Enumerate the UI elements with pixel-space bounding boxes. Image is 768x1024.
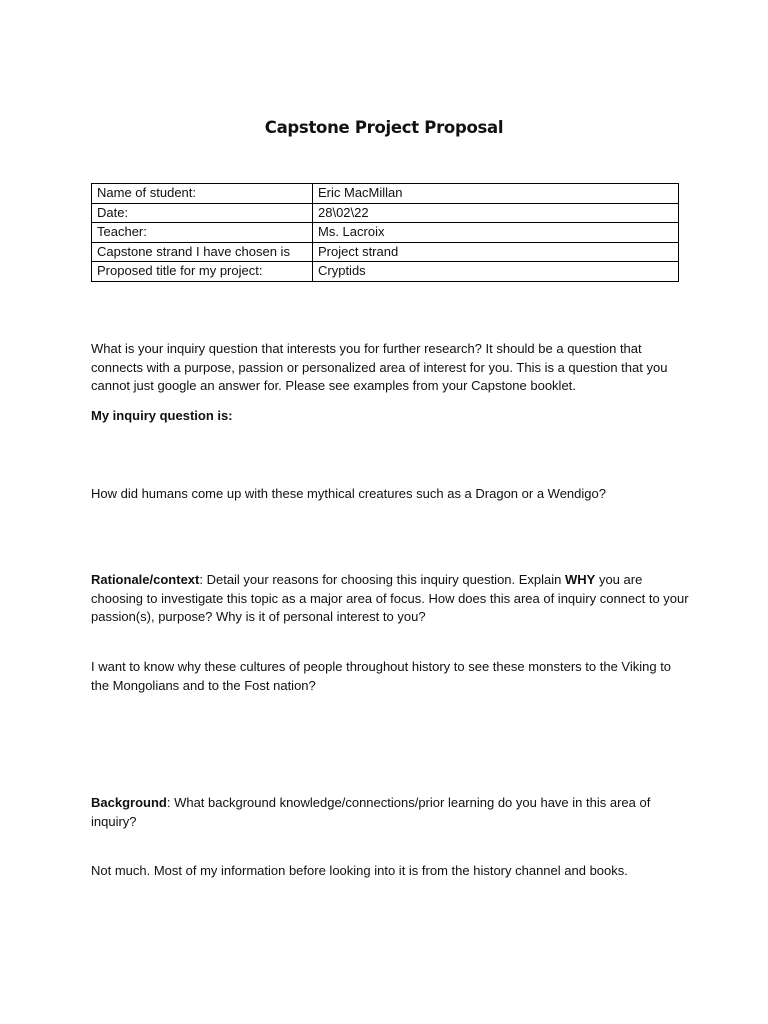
- row-value: Cryptids: [313, 262, 679, 282]
- row-value: 28\02\22: [313, 203, 679, 223]
- rationale-heading: Rationale/context: [91, 572, 200, 587]
- rationale-emphasis: WHY: [565, 572, 596, 587]
- table-row: [92, 203, 679, 223]
- row-label: Date:: [92, 203, 313, 223]
- inquiry-heading-text: My inquiry question is:: [91, 408, 233, 423]
- rationale-answer: I want to know why these cultures of people throughout history to see these monsters to the Viking to the Mongolians and to the Fost nation?: [91, 659, 672, 693]
- table-row: [92, 242, 679, 262]
- row-value: Eric MacMillan: [313, 184, 679, 204]
- rationale-prompt-part1: : Detail your reasons for choosing this inquiry question. Explain: [199, 572, 565, 587]
- document-title: Capstone Project Proposal: [264, 118, 504, 137]
- row-label: Teacher:: [92, 223, 313, 243]
- row-value: Project strand: [313, 242, 679, 262]
- background-section: [91, 794, 691, 831]
- table-row: [92, 262, 679, 282]
- row-label: Capstone strand I have chosen is: [92, 242, 313, 262]
- inquiry-heading: [91, 407, 691, 426]
- row-label: Proposed title for my project:: [92, 262, 313, 282]
- row-value: Ms. Lacroix: [313, 223, 679, 243]
- inquiry-prompt: What is your inquiry question that interests you for further research? It should be a question that connects with a purpose, passion or personalized area of interest for you. This is a question that you cannot just google an answer for. Please see examples from your Capstone booklet.: [91, 341, 668, 393]
- inquiry-answer: How did humans come up with these mythical creatures such as a Dragon or a Wendigo?: [91, 486, 606, 501]
- background-prompt: : What background knowledge/connections/prior learning do you have in this area of inquiry?: [91, 795, 651, 829]
- table-row: [92, 223, 679, 243]
- background-heading: Background: [91, 795, 167, 810]
- rationale-section: [91, 571, 691, 627]
- row-label: Name of student:: [92, 184, 313, 204]
- student-info-table: [91, 183, 679, 282]
- table-row: [92, 184, 679, 204]
- background-answer: Not much. Most of my information before looking into it is from the history channel and books.: [91, 863, 628, 878]
- rationale-prompt-part2: you are choosing to investigate this topic as a major area of focus. How does this area of inquiry connect to your passion(s), purpose? Why is it of personal interest to you?: [91, 572, 689, 624]
